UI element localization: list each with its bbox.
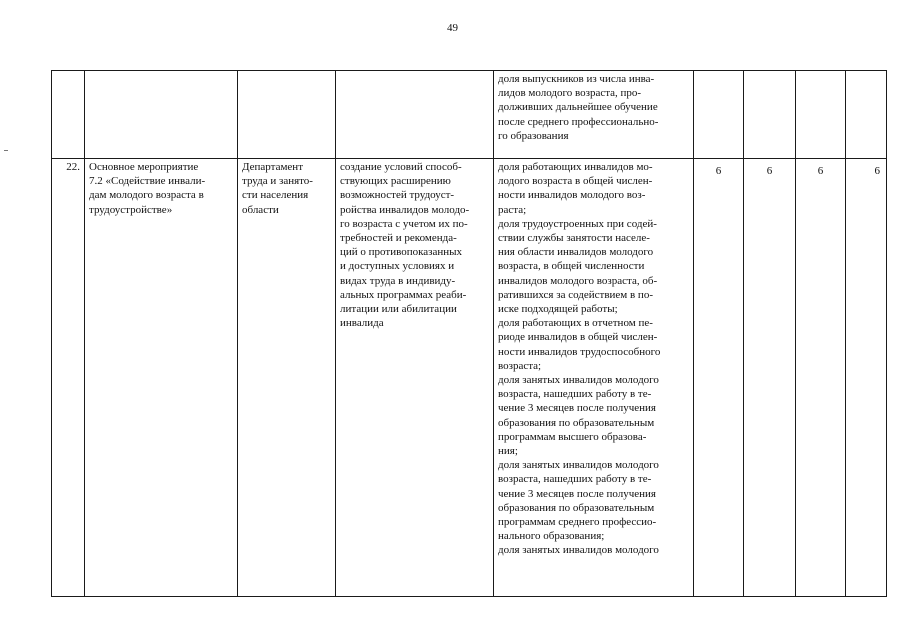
table-row-22 xyxy=(52,159,887,597)
value-cell-4 xyxy=(846,159,887,597)
indicators-cell: доля работающих инвалидов мо- лодого возраста в общей числен- ности инвалидов молодого воз- раста; доля трудоустроенных при содей- ствии службы занятости населе- ния области инвалидов молодого возраста, в общей численности инвалидов молодого возраста, об- ратившихся за содействием в по- иске подходящей работы; доля работающих в отчетном пе- риоде инвалидов в общей числен- ности инвалидов трудоспособного возраста; доля занятых инвалидов молодого возраста, нашедших работу в те- чение 3 месяцев после получения образования по образовательным программам высшего образова- ния; доля занятых инвалидов молодого возраста, нашедших работу в те- чение 3 месяцев после получения образования по образовательным программам среднего профессио- нального образования; доля занятых инвалидов молодого xyxy=(494,159,694,597)
indicators-cell: доля выпускников из числа инва- лидов молодого возраста, про- долживших дальнейшее обучение после среднего профессионально- го образования xyxy=(494,71,694,159)
row-number-cell xyxy=(52,71,85,159)
value-cell-1 xyxy=(694,71,744,159)
executor-cell: Департамент труда и занято- сти населения области xyxy=(238,159,336,597)
value-cell-4 xyxy=(846,71,887,159)
measure-cell xyxy=(85,71,238,159)
value-text xyxy=(694,72,743,76)
result-cell xyxy=(336,71,494,159)
value-cell-2 xyxy=(744,159,796,597)
value-text xyxy=(846,72,886,76)
page-number: 49 xyxy=(447,22,458,34)
measure-cell: Основное мероприятие 7.2 «Содействие инвали- дам молодого возраста в трудоустройстве» xyxy=(85,159,238,597)
program-table xyxy=(51,70,887,597)
margin-mark xyxy=(4,150,8,151)
value-text xyxy=(796,72,845,76)
result-cell: создание условий способ- ствующих расширению возможностей трудоуст- ройства инвалидов молодо- го возраста с учетом их по- требностей и рекоменда- ций о противопоказанных и доступных условиях и видах труда в индивиду- альных программах реаби- литации или абилитации инвалида xyxy=(336,159,494,597)
value-text: 6 xyxy=(766,165,773,177)
value-cell-3 xyxy=(796,159,846,597)
value-text xyxy=(744,72,795,76)
table-row-continuation xyxy=(52,71,887,159)
value-text: 6 xyxy=(817,165,824,177)
value-text: 6 xyxy=(874,165,880,177)
value-cell-3 xyxy=(796,71,846,159)
value-cell-1 xyxy=(694,159,744,597)
executor-cell xyxy=(238,71,336,159)
value-cell-2 xyxy=(744,71,796,159)
row-number-cell: 22. xyxy=(52,159,85,597)
value-text: 6 xyxy=(715,165,722,177)
